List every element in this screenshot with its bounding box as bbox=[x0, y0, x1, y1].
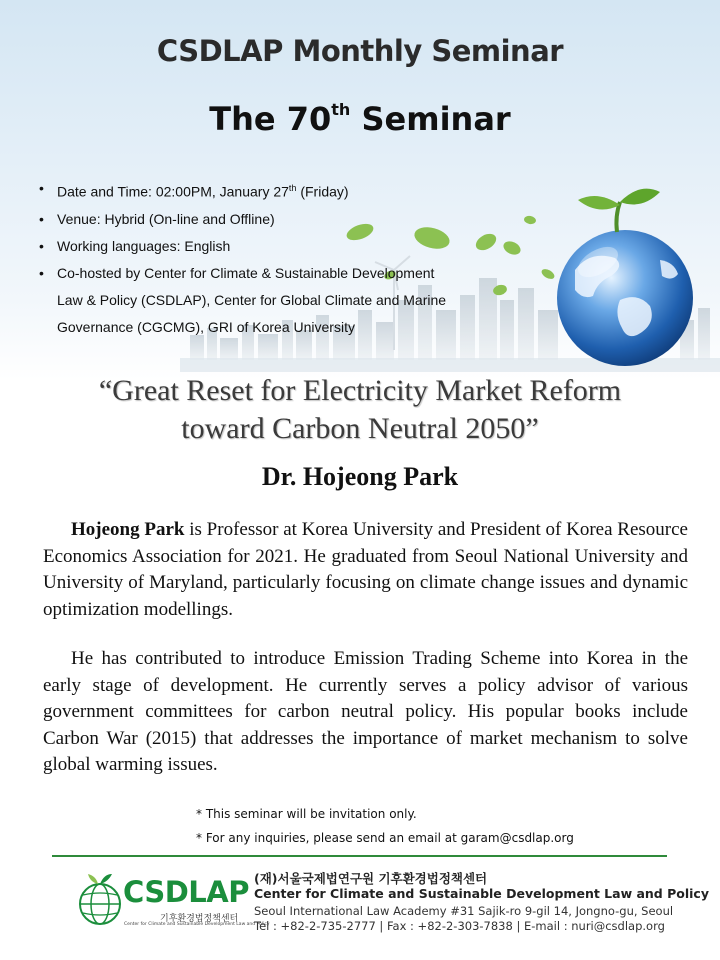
bio-text-1: is Professor at Korea University and President of Korea Resource Economics Association for 2021. He graduated from Seoul National University and University of Maryland, particularly focusing on climate change issues and dynamic optimization modellings. bbox=[43, 519, 688, 620]
talk-title-line1: “Great Reset for Electricity Market Reform bbox=[98, 374, 622, 407]
detail-venue: • Venue: Hybrid (On-line and Offline) bbox=[36, 206, 456, 233]
subtitle-ordinal: th bbox=[331, 100, 351, 119]
event-details-list bbox=[36, 175, 456, 341]
footer-address: Seoul International Law Academy #31 Sajik-ro 9-gil 14, Jongno-gu, Seoul bbox=[254, 904, 674, 918]
date-text: Date and Time: 02:00PM, January 27 bbox=[57, 183, 289, 200]
talk-title bbox=[0, 372, 720, 448]
bio-speaker-name: Hojeong Park bbox=[71, 519, 185, 540]
talk-title-line2: toward Carbon Neutral 2050” bbox=[181, 412, 539, 445]
subtitle-text: The 70 bbox=[209, 100, 332, 138]
seminar-number-title bbox=[0, 100, 720, 138]
detail-date-time bbox=[36, 175, 456, 206]
speaker-name: Dr. Hojeong Park bbox=[261, 462, 459, 491]
bio-paragraph-1 bbox=[43, 517, 688, 623]
footer-org-english: Center for Climate and Sustainable Development Law and Policy bbox=[254, 886, 709, 901]
logo-korean-name: 기후환경법정책센터 bbox=[160, 914, 239, 924]
inquiry-note: * For any inquiries, please send an email at garam@csdlap.org bbox=[196, 831, 574, 845]
bio-paragraph-2: He has contributed to introduce Emission Trading Scheme into Korea in the early stage of development. He currently serves a policy advisor of various government committees for carbon neutral policy. His popular books include Carbon War (2015) that addresses the importance of market mechanism to solve global warming issues. bbox=[43, 648, 688, 775]
footer-divider bbox=[52, 855, 667, 857]
invitation-note: * This seminar will be invitation only. bbox=[196, 807, 417, 821]
subtitle-suffix: Seminar bbox=[350, 100, 511, 138]
detail-languages: • Working languages: English bbox=[36, 233, 456, 260]
seminar-series-title: CSDLAP Monthly Seminar bbox=[156, 34, 564, 68]
detail-cohost: • Co-hosted by Center for Climate & Sustainable Development Law & Policy (CSDLAP), Center for Global Climate and Marine Governance (CGCMG), GRI of Korea University bbox=[36, 260, 456, 341]
globe-leaf-logo-icon bbox=[74, 868, 124, 926]
date-weekday: (Friday) bbox=[296, 183, 349, 200]
logo-wordmark: CSDLAP bbox=[123, 875, 249, 909]
date-ordinal: th bbox=[288, 183, 297, 193]
footer-contact: Tel : +82-2-735-2777 | Fax : +82-2-303-7838 | E-mail : nuri@csdlap.org bbox=[254, 919, 665, 933]
footer-org-korean: (재)서울국제법연구원 기후환경법정책센터 bbox=[254, 871, 488, 886]
logo-english-name: Center for Climate and Sustainable Development Law and Policy bbox=[124, 922, 270, 927]
